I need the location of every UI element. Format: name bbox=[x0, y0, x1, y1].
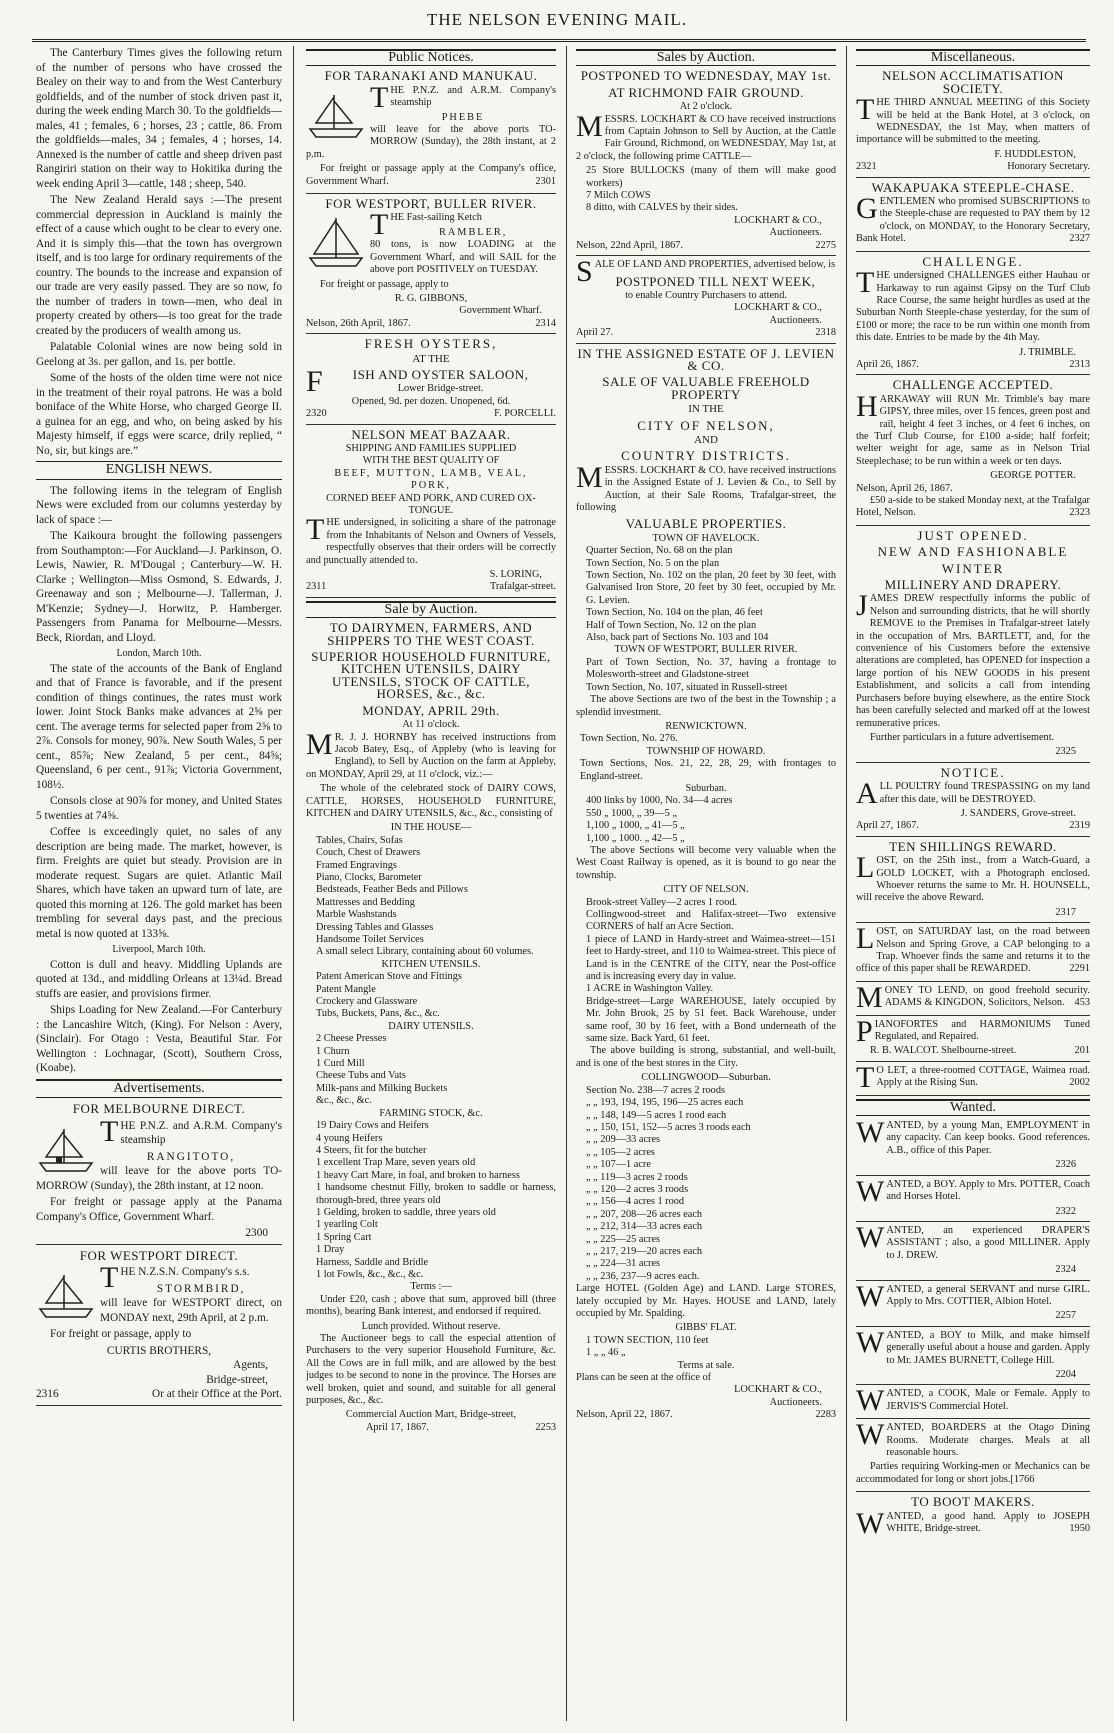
ad-sig: S. LORING, bbox=[489, 569, 542, 581]
ad-body: THE THIRD ANNUAL MEETING of this Society will be held at the Bank Hotel, at 3 o'clock, on WEDNESDAY, the 1st May, when matters of importance will be submitted to the meeting. bbox=[856, 93, 1090, 146]
sale-by-auction-heading: Sale by Auction. bbox=[306, 601, 556, 618]
steamship-icon bbox=[36, 1121, 96, 1177]
news-item: Palatable Colonial wines are now being sold in Geelong at 3s. per gallon, and 1s. per bottle. bbox=[36, 341, 282, 368]
masthead: THE NELSON EVENING MAIL. bbox=[426, 10, 688, 29]
agent: Government Wharf. bbox=[459, 305, 542, 317]
list-item: Couch, Chest of Drawers bbox=[316, 847, 421, 859]
english-news-heading: ENGLISH NEWS. bbox=[36, 461, 282, 480]
ad-body: THE P.N.Z. and A.R.M. Company's steamship bbox=[100, 1114, 282, 1148]
ad-title: NOTICE. bbox=[940, 764, 1006, 780]
ad-body: ALL POULTRY found TRESPASSING on my land after this date, will be DESTROYED. bbox=[856, 777, 1090, 811]
ad-subtitle: AND bbox=[694, 433, 718, 446]
list-item: 1 excellent Trap Mare, seven years old bbox=[316, 1157, 476, 1169]
ad-body: to enable Country Purchasers to attend. bbox=[625, 289, 787, 301]
ad-money bbox=[856, 980, 1090, 1016]
ad-body: THE N.Z.S.N. Company's s.s. bbox=[100, 1261, 250, 1294]
ad-body: JAMES DREW respectfully informs the public of Nelson and surrounding districts, that he will shortly REMOVE to the Premises in Trafalgar-street lately in the occupation of Mrs. BARTLETT, and, for the convenience of his Customers before the extensive alterations are completed, has OPENED for inspection a large portion of his NEW GOODS in his present Establishment, and solicits a call from intending Purchasers before buying elsewhere, as the entire Stock has been carefully selected and marked off at the lowest remunerative prices. bbox=[856, 589, 1090, 729]
news-item: The Kaikoura brought the following passengers from Southampton:—For Auckland—J. Parkinson, O. Lewis, Nawier, R. M'Dougal ; Canterbury—W. H. Clarke ; Wellington—Miss Osmond, S. Edwards, J. Greenaway and son ; Melbourne—J. Tallerman, J. M'Kenzie; Sydney—J. Horwitz, P. Hamberger. Passengers from Panama for Melbourne—Messrs. Beck, Riordan, and Lloyd. bbox=[36, 530, 282, 644]
ad-ten-shillings bbox=[856, 838, 1090, 923]
sailing-ship-icon bbox=[306, 214, 366, 270]
farming-items bbox=[306, 1120, 556, 1281]
ad-body: MESSRS. LOCKHART & CO have received instructions from Captain Johnson to Sell by Auction, at the Cattle Fair Ground, Richmond, on WEDNESDAY, May 1st, at 2 o'clock, the following prime CATTLE— bbox=[576, 109, 836, 162]
ad-line: BEEF, MUTTON, LAMB, VEAL, bbox=[334, 467, 528, 479]
list-item: A small select Library, containing about 60 volumes. bbox=[316, 946, 534, 958]
ad-title: NELSON MEAT BAZAAR. bbox=[351, 426, 511, 442]
list-item: 1 handsome chestnut Filly, broken to saddle or harness, thorough-bred, three years old bbox=[316, 1182, 556, 1206]
ad-body: For freight or passage, apply to bbox=[320, 278, 449, 290]
ad-body: WANTED, a COOK, Male or Female. Apply to JERVIS'S Commercial Hotel. bbox=[856, 1384, 1090, 1418]
ad-subtitle: VALUABLE PROPERTIES. bbox=[625, 516, 787, 532]
list-heading: GIBBS' FLAT. bbox=[675, 1322, 737, 1334]
list-heading: Terms :— bbox=[410, 1281, 452, 1293]
city-list bbox=[576, 897, 836, 1046]
agent: 2316 Or at their Office at the Port. bbox=[36, 1388, 282, 1400]
column-public-notices bbox=[306, 46, 556, 1721]
ad-subtitle: AT RICHMOND FAIR GROUND. bbox=[608, 84, 804, 100]
ad-subtitle: CITY OF NELSON, bbox=[637, 417, 775, 433]
ad-challenge-accepted bbox=[856, 379, 1090, 525]
list-item: Town Sections, Nos. 21, 22, 28, 29, with frontages to England-street. bbox=[580, 758, 836, 782]
ad-wanted bbox=[856, 1279, 1090, 1327]
ad-sig: GEORGE POTTER. bbox=[990, 470, 1076, 482]
list-item: Framed Engravings bbox=[316, 859, 397, 871]
list-item: „ „ 156—4 acres 1 rood bbox=[586, 1196, 685, 1208]
ad-time: At 11 o'clock. bbox=[402, 719, 460, 731]
list-item: „ „ 193, 194, 195, 196—25 acres each bbox=[586, 1097, 744, 1109]
ad-time: At 2 o'clock. bbox=[679, 101, 733, 113]
ad-line: SHIPPING AND FAMILIES SUPPLIED bbox=[345, 442, 517, 454]
ad-sig: LOCKHART & CO., bbox=[734, 214, 822, 226]
ad-body: Further particulars in a future advertisement. bbox=[870, 731, 1055, 743]
list-item: „ „ 224—31 acres bbox=[586, 1258, 661, 1270]
list-item: 1 lot Fowls, &c., &c., &c. bbox=[316, 1268, 424, 1280]
ad-body: THE undersigned CHALLENGES either Hauhau or Harkaway to run against Gipsy on the Turf Club Race Course, the same height hurdles as used at the Suburban North Steeple-chase yesterday, for the sum of £100 or more; the race to be run within one month from this date. Entries to be made by the 4th May. bbox=[856, 266, 1090, 344]
list-heading: Suburban. bbox=[685, 782, 727, 794]
ad-sig: Commercial Auction Mart, Bridge-street, bbox=[345, 1409, 517, 1421]
ad-subtitle: NEW AND FASHIONABLE bbox=[877, 544, 1069, 560]
ad-body: WANTED, BOARDERS at the Otago Dining Rooms. Moderate charges. Meals at all reasonable hours. bbox=[856, 1418, 1090, 1458]
news-item: Some of the hosts of the olden time were not nice in the treatment of their royal patrons. He was a bold boniface of the White Horse, who charged George II. a guinea for an egg, and who, on being asked by his Majesty himself, if eggs were scarce, drily replied, “ No, sir, but kings are.” bbox=[36, 372, 282, 457]
ad-body: WANTED, an experienced DRAPER'S ASSISTANT ; also, a good MILLINER. Apply to J. DREW. bbox=[856, 1220, 1090, 1261]
ad-body: The above Sections are two of the best in the Township ; a splendid investment. bbox=[576, 694, 836, 718]
agent: CURTIS BROTHERS, bbox=[106, 1344, 212, 1357]
list-heading: DAIRY UTENSILS. bbox=[388, 1020, 474, 1032]
ad-line: PORK, bbox=[410, 480, 452, 492]
ad-sig: April 17, 1867. 2253 bbox=[366, 1421, 556, 1433]
column-divider bbox=[293, 46, 294, 1721]
list-item: „ „ 212, 314—33 acres each bbox=[586, 1221, 703, 1233]
ad-body: Lower Bridge-street. bbox=[397, 383, 484, 395]
advertisements-heading: Advertisements. bbox=[36, 1079, 282, 1099]
ad-body: THE Fast-sailing Ketch bbox=[370, 208, 482, 242]
list-item: 1 TOWN SECTION, 110 feet bbox=[586, 1334, 709, 1346]
ad-sig: J. TRIMBLE. bbox=[1019, 346, 1076, 358]
ad-title: JUST OPENED. bbox=[917, 527, 1029, 543]
list-item: 1 Spring Cart bbox=[316, 1231, 372, 1243]
ad-wanted bbox=[856, 1116, 1090, 1176]
list-item: Part of Town Section, No. 37, having a frontage to Molesworth-street and Gladstone-street bbox=[586, 656, 836, 681]
ad-just-opened bbox=[856, 527, 1090, 763]
list-item: 7 Milch COWS bbox=[586, 190, 651, 202]
list-item: „ „ 148, 149—5 acres 1 rood each bbox=[586, 1109, 727, 1121]
ship-name: PHEBE bbox=[441, 111, 485, 123]
ad-body: For freight or passage, apply to bbox=[50, 1328, 192, 1340]
column-sales bbox=[576, 46, 836, 1721]
list-item: Bridge-street—Large WAREHOUSE, lately occupied by Mr. John Brook, 25 by 51 feet. Back Warehouse, under same roof, 30 by 16 feet, with a Bond underneath of the same size. Back Yard, 61 feet. bbox=[586, 995, 836, 1045]
ad-title: FRESH OYSTERS, bbox=[364, 336, 498, 352]
ad-body: Opened, 9d. per dozen. Unopened, 6d. bbox=[351, 395, 511, 407]
list-item: 2 Cheese Presses bbox=[316, 1033, 387, 1045]
ad-sig: Auctioneers. bbox=[769, 314, 822, 326]
list-item: „ „ 217, 219—20 acres each bbox=[586, 1245, 703, 1257]
ad-westport-direct bbox=[36, 1249, 282, 1406]
list-item: „ „ 107—1 acre bbox=[586, 1159, 651, 1171]
list-item: Cheese Tubs and Vats bbox=[316, 1070, 406, 1082]
list-item: 1 Curd Mill bbox=[316, 1058, 365, 1070]
ad-body: GENTLEMEN who promised SUBSCRIPTIONS to the Steeple-chase are requested to PAY them by 12 o'clock, on MONDAY, to the Honorary Secretary, Bank Hotel. 2327 bbox=[856, 192, 1090, 245]
agent: Agents, bbox=[233, 1359, 268, 1371]
list-item: Milk-pans and Milking Buckets bbox=[316, 1082, 448, 1094]
ad-subtitle: SUPERIOR HOUSEHOLD FURNITURE, KITCHEN UTENSILS, DAIRY UTENSILS, STOCK OF CATTLE, HORSES, &c., &c. bbox=[311, 649, 551, 702]
ad-line: CORNED BEEF AND PORK, AND CURED OX-TONGUE. bbox=[326, 492, 536, 516]
ad-wanted bbox=[856, 1384, 1090, 1419]
list-heading: FARMING STOCK, &c. bbox=[379, 1107, 483, 1119]
ad-ref: 2257 bbox=[1055, 1310, 1076, 1322]
ad-land-postponed bbox=[576, 255, 836, 343]
list-item: Patent Mangle bbox=[316, 983, 376, 995]
ad-body: The above building is strong, substantial, and well-built, and is one of the best stores in the City. bbox=[576, 1045, 836, 1069]
list-item: 1 Dray bbox=[316, 1244, 345, 1256]
ad-body: THE undersigned, in soliciting a share of the patronage from the Inhabitants of Nelson and Owners of Vessels, respectfully observes that their orders will be correctly and punctually attended to. bbox=[306, 513, 556, 566]
ad-title: TEN SHILLINGS REWARD. bbox=[889, 838, 1057, 854]
house-items bbox=[306, 835, 556, 959]
list-item: Handsome Toilet Services bbox=[316, 934, 424, 945]
list-item: Marble Washstands bbox=[316, 909, 397, 921]
list-item: „ „ 225—25 acres bbox=[586, 1233, 661, 1245]
list-item: Dressing Tables and Glasses bbox=[316, 921, 434, 933]
ad-body: will leave for the above ports TO-MORROW (Sunday), the 28th instant, at 2 p.m. bbox=[306, 124, 556, 160]
list-item: „ „ 207, 208—26 acres each bbox=[586, 1208, 703, 1220]
ad-title: TO DAIRYMEN, FARMERS, AND SHIPPERS TO THE WEST COAST. bbox=[327, 620, 535, 648]
ad-sig: LOCKHART & CO., bbox=[734, 302, 822, 314]
list-item: 1,100 „ 1000. „ 42—5 „ bbox=[586, 832, 685, 844]
ad-title: FOR WESTPORT, BULLER RIVER. bbox=[325, 196, 537, 212]
ad-to-let bbox=[856, 1060, 1090, 1096]
list-item: 8 ditto, with CALVES by their sides. bbox=[586, 202, 738, 214]
list-item: „ „ 120—2 acres 3 roods bbox=[586, 1183, 689, 1195]
ad-subtitle: F ISH AND OYSTER SALOON, bbox=[306, 364, 529, 398]
news-item: Consols close at 90⅞ for money, and United States 5 twenties at 74⅝. bbox=[36, 795, 282, 822]
ad-ref: 2322 bbox=[1055, 1205, 1076, 1217]
list-heading: RENWICKTOWN. bbox=[665, 720, 747, 732]
ad-ref: 2300 bbox=[245, 1227, 268, 1239]
agent: R. G. GIBBONS, bbox=[394, 292, 468, 304]
ad-ref: 2324 bbox=[1055, 1264, 1076, 1276]
dairy-items bbox=[306, 1033, 556, 1107]
list-item: 1 „ „ 46 „ bbox=[586, 1347, 626, 1359]
news-item: The Canterbury Times gives the following return of the number of persons who have crossed the Bealey on their way to and from the West Canterbury goldfields, and of the number of stock driven past it, during the week ending March 30. To the goldfields—males, 41 ; females, 6 ; horses, 23 ; cattle, 86. From the goldfields—males, 34 ; females, 4 ; horses, 14. Annexed is the number of cattle and sheep driven past Rangiriri station on their way to Hokitika during the week ending April 3—cattle, 148 ; sheep, 540. bbox=[36, 47, 282, 190]
ad-subtitle: IN THE bbox=[688, 403, 724, 416]
list-item: 1 yearling Colt bbox=[316, 1219, 378, 1231]
ad-title: POSTPONED TO WEDNESDAY, MAY 1st. bbox=[580, 68, 832, 84]
list-heading: TOWN OF HAVELOCK. bbox=[652, 532, 760, 544]
ad-body: Lunch provided. Without reserve. bbox=[361, 1320, 501, 1332]
list-item: „ „ 105—2 acres bbox=[586, 1146, 655, 1158]
ad-body: Under £20, cash ; above that sum, approved bill (three months), bearing Bank interest, and endorsed if required. bbox=[306, 1293, 556, 1318]
ad-body: Large HOTEL (Golden Age) and LAND. Large STORES, lately occupied by Mr. Hayes. HOUSE and LAND, lately occupied by Mr. Spalding. bbox=[576, 1283, 836, 1319]
ad-title: TO BOOT MAKERS. bbox=[911, 1494, 1035, 1510]
ad-body: T O LET, a three-roomed COTTAGE, Waimea road. Apply at the Rising Sun. 2002 bbox=[856, 1060, 1090, 1094]
ad-subtitle: MILLINERY AND DRAPERY. bbox=[884, 577, 1062, 593]
list-item: Harness, Saddle and Bridle bbox=[316, 1256, 429, 1268]
ad-challenge bbox=[856, 253, 1090, 376]
ad-title: NELSON ACCLIMATISATION SOCIETY. bbox=[882, 68, 1064, 96]
ad-wanted bbox=[856, 1325, 1090, 1386]
list-heading: IN THE HOUSE— bbox=[390, 822, 472, 834]
ad-lost-cap bbox=[856, 922, 1090, 982]
list-item: Collingwood-street and Halifax-street—Two extensive CORNERS of half an Acre Section. bbox=[586, 909, 836, 933]
ad-ref: 2204 bbox=[1055, 1368, 1076, 1380]
list-heading: KITCHEN UTENSILS. bbox=[381, 958, 481, 970]
ad-title: FOR WESTPORT DIRECT. bbox=[79, 1247, 239, 1263]
collingwood-list bbox=[576, 1085, 836, 1284]
masthead-rule bbox=[32, 39, 1086, 42]
ad-title: FOR MELBOURNE DIRECT. bbox=[72, 1101, 246, 1116]
list-item: Mattresses and Bedding bbox=[316, 896, 415, 908]
list-item: Bedsteads, Feather Beds and Pillows bbox=[316, 884, 468, 896]
cattle-list bbox=[576, 165, 836, 215]
list-item: 4 young Heifers bbox=[316, 1132, 383, 1144]
havelock-list bbox=[576, 545, 836, 644]
list-item: Town Section, No. 5 on the plan bbox=[586, 557, 720, 569]
ad-ref: 2317 bbox=[1055, 906, 1076, 918]
ad-body: Plans can be seen at the office of bbox=[576, 1372, 712, 1384]
ad-body: WANTED, by a young Man, EMPLOYMENT in any capacity. Can keep books. Good references. A.B., office of this Paper. bbox=[856, 1116, 1090, 1156]
ad-pianofortes bbox=[856, 1014, 1090, 1062]
kitchen-items bbox=[306, 971, 556, 1021]
ad-levien-estate bbox=[576, 345, 836, 1422]
ad-body: will leave for WESTPORT direct, on MONDAY next, 29th April, at 2 p.m. bbox=[100, 1297, 282, 1324]
list-item: 4 Steers, fit for the butcher bbox=[316, 1144, 427, 1156]
ad-meat-bazaar bbox=[306, 426, 556, 598]
news-item: The following items in the telegram of English News were excluded from our columns yesterday by lack of space :— bbox=[36, 484, 282, 526]
dateline: London, March 10th. bbox=[116, 648, 202, 659]
ad-title: FOR TARANAKI AND MANUKAU. bbox=[324, 68, 538, 84]
westport-list bbox=[576, 657, 836, 694]
ad-sig: R. B. WALCOT. Shelbourne-street. 201 bbox=[870, 1045, 1090, 1057]
news-item: Coffee is exceedingly quiet, no sales of any description are being made. The market, however, is firm. Freights are quiet but steady. Provision are in moderate request. Sugars are quiet. Atlantic Mail Shares, which have taken an upward turn of late, are quoted this morning at 126. The gold market has been trembling for several days past, and the precious metal is now quoted at 133⅝. bbox=[36, 826, 282, 940]
gibbs-list bbox=[576, 1335, 836, 1360]
ad-subtitle: SALE OF VALUABLE FREEHOLD PROPERTY bbox=[602, 374, 810, 402]
ad-wanted bbox=[856, 1174, 1090, 1222]
ad-body: PIANOFORTES and HARMONIUMS Tuned Regulated, and Repaired. bbox=[856, 1014, 1090, 1048]
column-miscellaneous bbox=[856, 46, 1090, 1721]
ad-wanted bbox=[856, 1220, 1090, 1281]
ad-title: IN THE ASSIGNED ESTATE OF J. LEVIEN & CO. bbox=[577, 345, 835, 373]
ad-ref: 2325 bbox=[1055, 746, 1076, 758]
news-item: The New Zealand Herald says :—The present commercial depression in Auckland is mainly the effect of a cause which ought to be clear to every one. And it is simply this—that the town has overgrown itself, and is too large for ordinary requirements of the country. The bounds to the increase and expansion of our trade are very easily passed. They are so now, fo the number of traders in town—men, who deal in property created by others—is too great for the trade created by the producers of wealth among us. bbox=[36, 194, 282, 337]
list-item: 1 Gelding, broken to saddle, three years old bbox=[316, 1206, 496, 1218]
ad-body: The Auctioneer begs to call the especial attention of Purchasers to the very superior Household Furniture, &c. All the Cows are in full milk, and are allowed by the best judges to be second to none in the province. The Horses are well broken, quiet and sound, and suitable for all general purposes, &c., &c. bbox=[306, 1333, 556, 1407]
ad-title: POSTPONED TILL NEXT WEEK, bbox=[615, 273, 816, 289]
ad-body: LOST, on the 25th inst., from a Watch-Guard, a GOLD LOCKET, with a Photograph enclosed. Whoever returns the same to Mr. H. HOUNSELL, will receive the above Reward. bbox=[856, 851, 1090, 904]
ad-body: will leave for the above ports TO-MORROW (Sunday), the 28th instant, at 12 noon. bbox=[36, 1165, 282, 1192]
ad-title: WAKAPUAKA STEEPLE-CHASE. bbox=[871, 179, 1075, 195]
list-item: Half of Town Section, No. 12 on the plan bbox=[586, 619, 757, 631]
list-item: 1 Churn bbox=[316, 1045, 350, 1057]
ad-body: MESSRS. LOCKHART & CO. have received instructions in the Assigned Estate of J. Levien & Co., to Sell by Auction, at their Sale Rooms, Trafalgar-street, the following bbox=[576, 460, 836, 513]
list-item: Tables, Chairs, Sofas bbox=[316, 834, 403, 846]
ad-body: Parties requiring Working-men or Mechanics can be accommodated for long or short jobs.[1766 bbox=[856, 1461, 1090, 1485]
ad-sig: Auctioneers. bbox=[769, 1396, 822, 1408]
news-item: Cotton is dull and heavy. Middling Uplands are quoted at 13d., and middling Orleans at 13¼d. Bread stuffs are easier, and provisions firmer. bbox=[36, 958, 282, 1000]
list-item: 1 heavy Cart Mare, in foal, and broken to harness bbox=[316, 1169, 520, 1181]
sales-by-auction-heading: Sales by Auction. bbox=[576, 49, 836, 66]
list-item: „ „ 150, 151, 152—5 acres 3 roods each bbox=[586, 1121, 751, 1133]
ad-date: April 27. 2318 bbox=[576, 327, 836, 339]
list-heading: COLLINGWOOD—Suburban. bbox=[641, 1072, 771, 1084]
ad-body: WANTED, a good hand. Apply to JOSEPH WHITE, Bridge-street. 1950 bbox=[856, 1506, 1090, 1540]
ad-date: April 27, 1867. 2319 bbox=[856, 820, 1090, 832]
list-item: Patent American Stove and Fittings bbox=[316, 971, 462, 983]
list-item: „ „ 236, 237—9 acres each. bbox=[586, 1270, 700, 1282]
ad-body: For freight or passage apply at the Panama Company's Office, Government Wharf. bbox=[36, 1196, 282, 1223]
ad-sig: J. SANDERS, Grove-street. bbox=[960, 807, 1076, 819]
ship-name: RAMBLER, bbox=[438, 226, 508, 238]
ad-title: CHALLENGE ACCEPTED. bbox=[892, 377, 1054, 393]
ad-date: Nelson, 26th April, 1867. 2314 bbox=[306, 317, 556, 329]
ship-name: STORMBIRD, bbox=[156, 1282, 246, 1295]
ad-oysters bbox=[306, 338, 556, 424]
list-item: Town Section, No. 102 on the plan, 20 feet by 30 feet, with Galvanised Iron Store, 20 feet by 30 feet, occupied by Mr. G. Levien. bbox=[586, 570, 836, 606]
column-divider bbox=[846, 46, 847, 1721]
ad-melbourne bbox=[36, 1102, 282, 1245]
ad-body: THE P.N.Z. and A.R.M. Company's steamship bbox=[370, 80, 556, 114]
list-item: 19 Dairy Cows and Heifers bbox=[316, 1120, 429, 1132]
list-item: Town Section, No. 107, situated in Russell-street bbox=[586, 681, 788, 693]
ad-body: The whole of the celebrated stock of DAIRY COWS, CATTLE, HORSES, HOUSEHOLD FURNITURE, KITCHEN and DAIRY UTENSILS, &c., &c., consisting of bbox=[306, 783, 556, 819]
list-item: 25 Store BULLOCKS (many of them will make good workers) bbox=[586, 165, 836, 189]
list-item: 1,100 „ 1000, „ 41—5 „ bbox=[586, 820, 685, 832]
ad-date: Nelson, April 26, 1867. bbox=[856, 482, 953, 494]
dateline: Liverpool, March 10th. bbox=[112, 944, 206, 955]
ad-title: CHALLENGE. bbox=[922, 253, 1024, 269]
list-item: 1 ACRE in Washington Valley. bbox=[586, 983, 714, 995]
ad-sig: 2320 F. PORCELLI. bbox=[306, 408, 556, 420]
ad-date: Nelson, April 22, 1867. 2283 bbox=[576, 1409, 836, 1421]
miscellaneous-heading: Miscellaneous. bbox=[856, 49, 1090, 66]
ad-wanted bbox=[856, 1418, 1090, 1492]
ad-subtitle: COUNTRY DISTRICTS. bbox=[621, 448, 791, 464]
ad-sig: F. HUDDLESTON, bbox=[994, 148, 1076, 160]
ad-body: WANTED, a BOY to Milk, and make himself generally useful about a house and garden. Apply to Mr. JAMES BURNETT, College Hill. bbox=[856, 1325, 1090, 1366]
ad-wakapuaka bbox=[856, 179, 1090, 252]
ad-taranaki bbox=[306, 70, 556, 194]
list-item: Also, back part of Sections No. 103 and 104 bbox=[586, 632, 769, 644]
list-item: Crockery and Glassware bbox=[316, 996, 418, 1008]
ship-name: RANGITOTO, bbox=[146, 1150, 236, 1163]
ad-body: HARKAWAY will RUN Mr. Trimble's bay mare GIPSY, three miles, over 15 fences, green post and rail, height 4 feet 3 inches, or 4 feet 6 inches, on the Turf Club Course, for £100 a-side; half forfeit; welter weight for age, same as in Nelson Trial Steeplechase; to be run within a week or ten days. bbox=[856, 389, 1090, 467]
list-item: Piano, Clocks, Barometer bbox=[316, 871, 422, 883]
ad-notice bbox=[856, 764, 1090, 837]
ad-line: WITH THE BEST QUALITY OF bbox=[362, 455, 500, 467]
wanted-heading: Wanted. bbox=[856, 1099, 1090, 1116]
ad-subtitle: AT THE bbox=[412, 352, 450, 365]
ad-acclimatisation bbox=[856, 70, 1090, 177]
column-news bbox=[36, 46, 282, 1721]
steamship-icon bbox=[306, 87, 366, 143]
ad-body: £50 a-side to be staked Monday next, at the Trafalgar Hotel, Nelson. 2323 bbox=[856, 495, 1090, 519]
list-item: Tubs, Buckets, Pans, &c., &c. bbox=[316, 1008, 440, 1020]
list-item: 550 „ 1000, „ 39—5 „ bbox=[586, 807, 677, 819]
public-notices-heading: Public Notices. bbox=[306, 49, 556, 66]
ad-body: The above Sections will become very valuable when the West Coast Railway is opened, as it is bound to go near the township. bbox=[576, 844, 836, 881]
list-item: 1 piece of LAND in Hardy-street and Waimea-street—151 feet to Hardy-street, and 110 to Waimea-street. This piece of Land is in the CENTRE of the CITY, near the Post-office and is increasing every day in value. bbox=[586, 933, 836, 983]
ad-subtitle: WINTER bbox=[941, 560, 1005, 576]
list-heading: TOWNSHIP OF HOWARD. bbox=[646, 745, 766, 757]
ad-body: Terms at sale. bbox=[677, 1359, 735, 1371]
ad-date: Nelson, 22nd April, 1867. 2275 bbox=[576, 239, 836, 251]
list-item: &c., &c., &c. bbox=[316, 1095, 372, 1107]
steamship-icon bbox=[36, 1267, 96, 1323]
list-item: Town Section, No. 276. bbox=[580, 733, 678, 745]
ad-body: MONEY TO LEND, on good freehold security. ADAMS & KINGDON, Solicitors, Nelson. 453 bbox=[856, 980, 1090, 1014]
ad-body: 80 tons, is now LOADING at the Government Wharf, and will SAIL for the above port POSITIVELY on TUESDAY. bbox=[370, 239, 556, 276]
ad-body: WANTED, a general SERVANT and nurse GIRL. Apply to Mrs. COTTIER, Albion Hotel. bbox=[856, 1279, 1090, 1313]
ad-dairymen bbox=[306, 622, 556, 1434]
list-item: 400 links by 1000, No. 34—4 acres bbox=[586, 795, 733, 807]
agent: Bridge-street, bbox=[206, 1373, 268, 1386]
list-item: „ „ 119—3 acres 2 roods bbox=[586, 1171, 688, 1183]
list-item: „ „ 209—33 acres bbox=[586, 1134, 661, 1146]
list-item: Brook-street Valley—2 acres 1 rood. bbox=[586, 896, 738, 908]
ad-body: SALE OF LAND AND PROPERTIES, advertised below, is bbox=[576, 255, 836, 289]
ad-ref: 2326 bbox=[1055, 1159, 1076, 1171]
news-item: Ships Loading for New Zealand.—For Canterbury : the Lancashire Witch, (King). For Nelson : Avery, (Sinclair). For Otago : Vesta, Beautiful Star. For Wellington : Lochnagar, (Scott), Southern Cross, (Koabe). bbox=[36, 1004, 282, 1074]
ad-body: For freight or passage apply at the Company's office, Government Wharf. 2301 bbox=[306, 163, 556, 187]
list-heading: TOWN OF WESTPORT, BULLER RIVER. bbox=[614, 644, 798, 656]
ad-body: WANTED, a BOY. Apply to Mrs. POTTER, Coach and Horses Hotel. bbox=[856, 1174, 1090, 1208]
ad-sig: 2311 Trafalgar-street. bbox=[306, 581, 556, 593]
column-divider bbox=[566, 46, 567, 1721]
ad-body: M R. J. J. HORNBY has received instructions from Jacob Batey, Esq., of Appleby (who is leaving for England), to Sell by Auction on the farm at Appleby, on MONDAY, April 29, at 11 o'clock, viz.:— bbox=[306, 727, 556, 780]
news-item: The state of the accounts of the Bank of England and that of France is favorable, and if the present condition of things continues, the rates must work lower. Joint Stock Banks make advances at 2⅝ per cent. The average terms for selected paper from 2⅝ to 2⅞. Consols for money, 90⅞. New South Wales, 5 per cent., 85⅞; New Zealand, 5 per cent., 84⅝; Queensland, 6 per cent., 91⅞; Victoria Government, 108½. bbox=[36, 662, 282, 791]
list-item: Quarter Section, No. 68 on the plan bbox=[586, 545, 733, 557]
list-item: Town Section, No. 104 on the plan, 46 feet bbox=[586, 607, 763, 619]
ad-sig: LOCKHART & CO., bbox=[734, 1384, 822, 1396]
ad-date: MONDAY, APRIL 29th. bbox=[362, 702, 500, 718]
ad-date: April 26, 1867. 2313 bbox=[856, 358, 1090, 370]
ad-westport-buller bbox=[306, 198, 556, 334]
ad-sig: Auctioneers. bbox=[769, 227, 822, 239]
list-heading: CITY OF NELSON. bbox=[663, 884, 749, 896]
ad-sig: 2321 Honorary Secretary. bbox=[856, 161, 1090, 173]
list-item: Section No. 238—7 acres 2 roods bbox=[586, 1084, 725, 1096]
suburban-list bbox=[576, 795, 836, 845]
ad-body: LOST, on SATURDAY last, on the road between Nelson and Spring Grove, a CAP belonging to a Trap. Whoever finds the same and returns it to the office of this paper shall be REWARDED. 2291 bbox=[856, 922, 1090, 975]
ad-postponed bbox=[576, 70, 836, 256]
